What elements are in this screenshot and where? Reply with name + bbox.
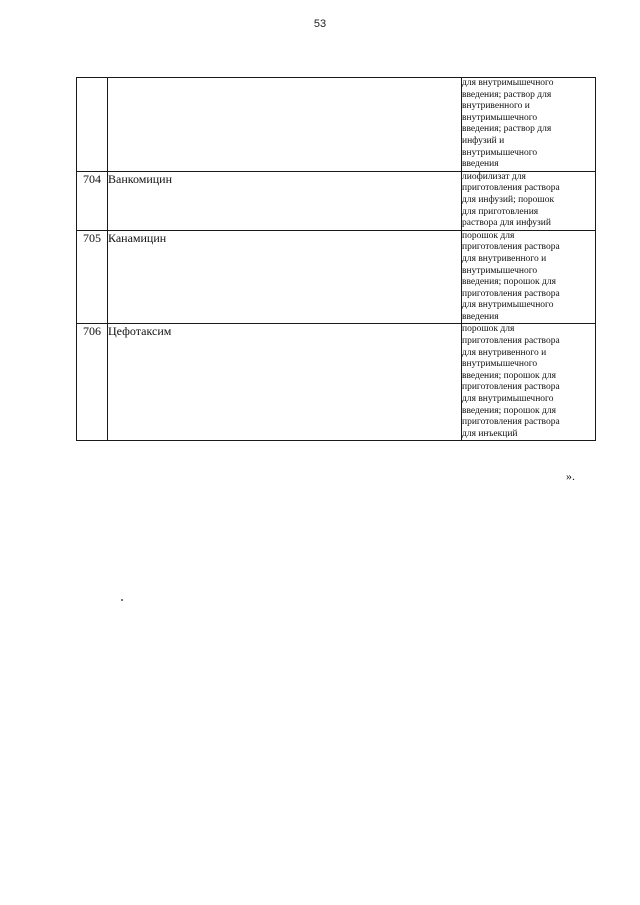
dosage-form: для внутримышечного введения; раствор для внутривенного и внутримышечного введения; раствор для инфузий и внутримышечного введения (462, 78, 596, 172)
row-number: 706 (77, 324, 108, 441)
page-number: 53 (313, 18, 327, 30)
table-row (77, 324, 596, 441)
table-body (77, 78, 596, 441)
drug-name (108, 78, 462, 172)
row-number (77, 78, 108, 172)
dosage-form: лиофилизат для приготовления раствора для инфузий; порошок для приготовления раствора для инфузий (462, 171, 596, 230)
table-row (77, 230, 596, 324)
dosage-form: порошок для приготовления раствора для внутривенного и внутримышечного введения; порошок для приготовления раствора для внутримышечного введения; порошок для приготовления раствора для инъекций (462, 324, 596, 441)
medicines-table (76, 77, 596, 441)
table-row (77, 78, 596, 172)
closing-quote-mark: ». (566, 469, 575, 483)
drug-name: Канамицин (108, 230, 462, 324)
drug-name: Цефотаксим (108, 324, 462, 441)
scan-dot (121, 599, 123, 601)
table-row (77, 171, 596, 230)
dosage-form: порошок для приготовления раствора для внутривенного и внутримышечного введения; порошок для приготовления раствора для внутримышечного введения (462, 230, 596, 324)
row-number: 704 (77, 171, 108, 230)
row-number: 705 (77, 230, 108, 324)
drug-name: Ванкомицин (108, 171, 462, 230)
